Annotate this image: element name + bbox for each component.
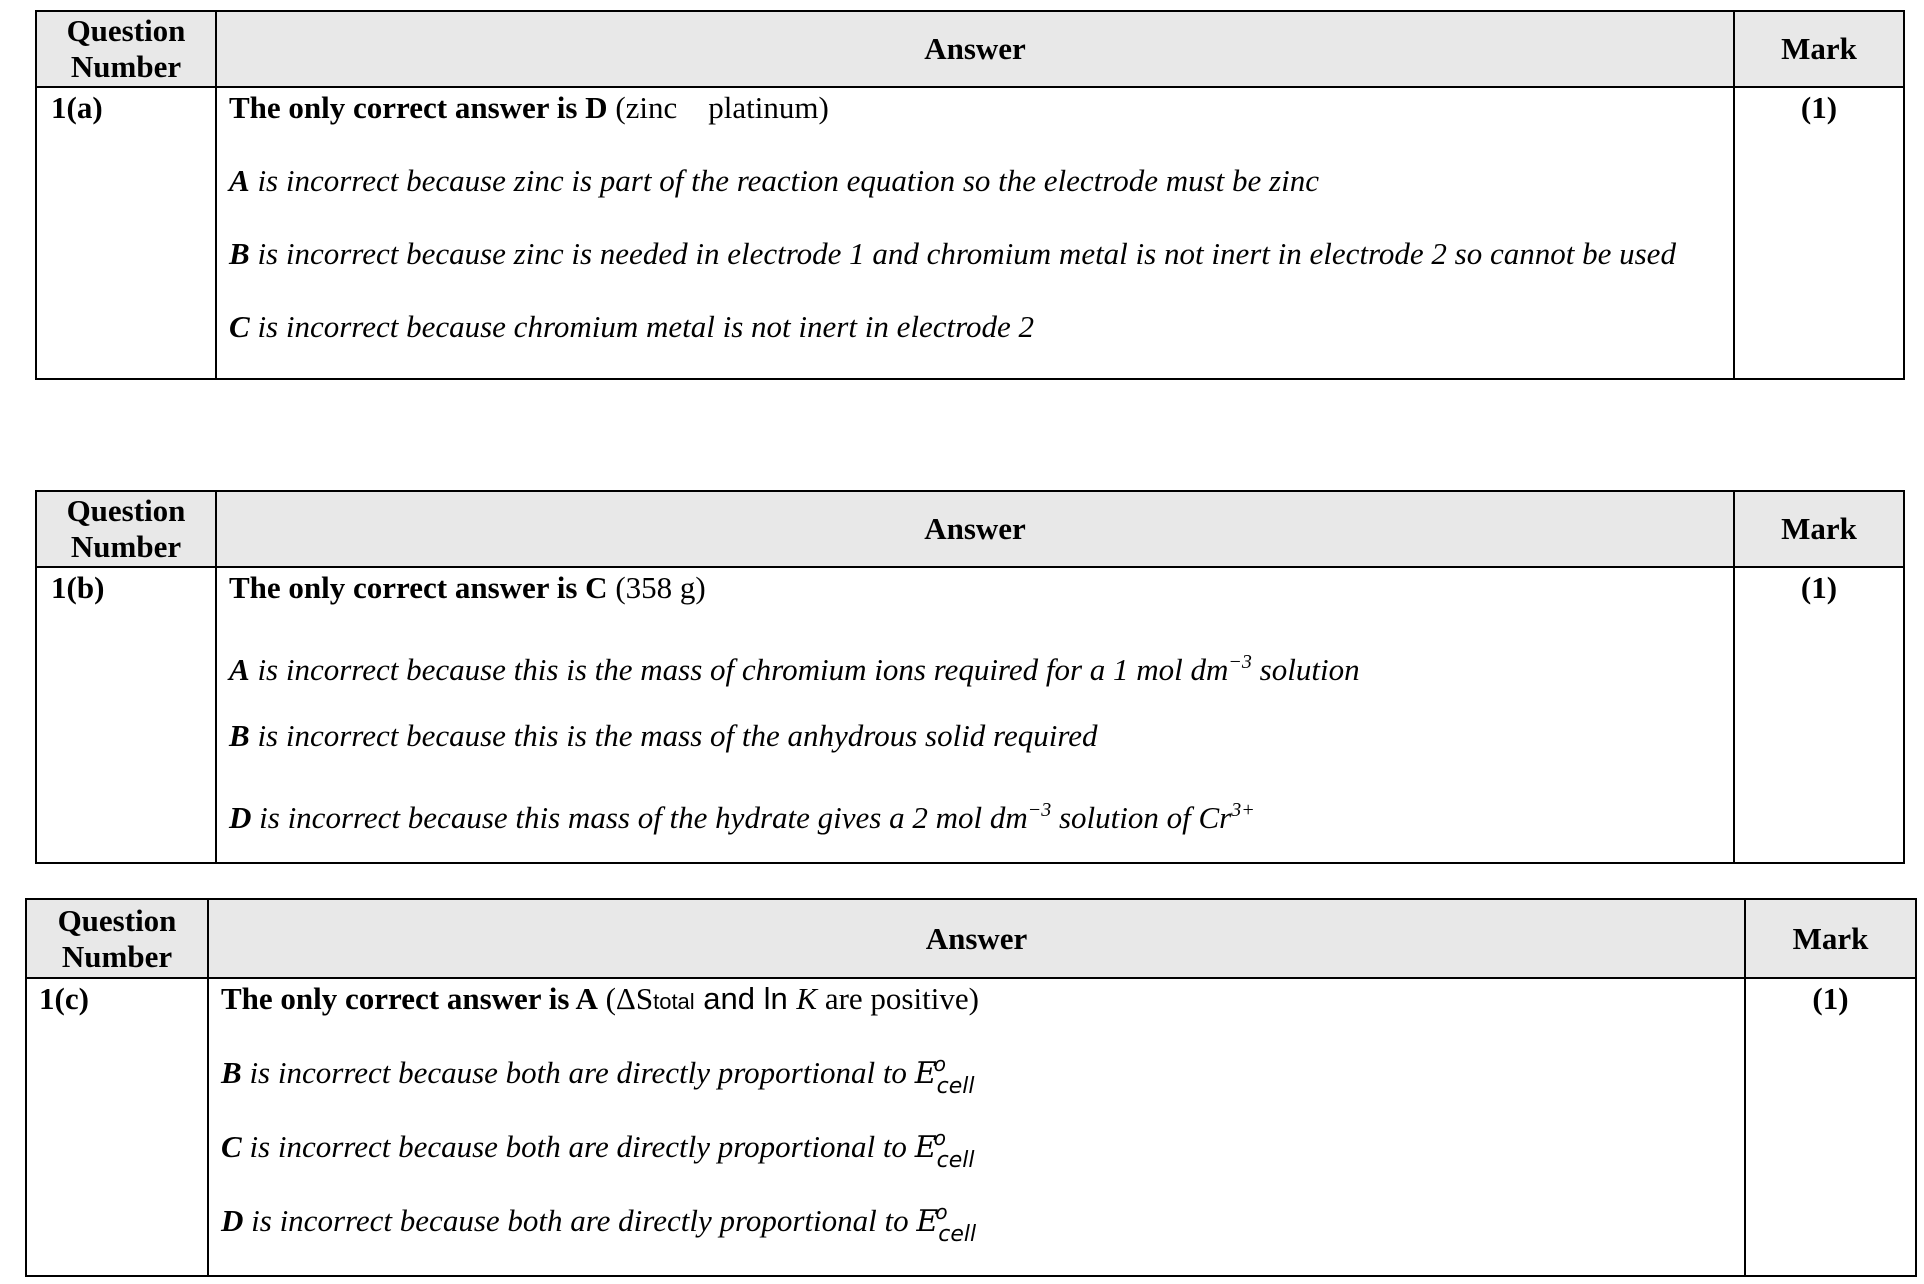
mark-header: Mark [1734, 11, 1904, 87]
question-number-header [36, 491, 216, 567]
reason-letter: B [229, 236, 250, 271]
question-header-line-2: Number [61, 938, 173, 974]
reason-text: is incorrect because both are directly proportional to [241, 1129, 915, 1164]
reason-letter: C [229, 309, 250, 344]
reason-line [221, 1126, 1734, 1173]
question-header-line-1: Question [66, 493, 186, 528]
reason-line [229, 161, 1723, 201]
answer-cell [216, 567, 1734, 863]
e-cell-symbol: E o $_{cell}$ [914, 1126, 975, 1173]
question-number-header [36, 11, 216, 87]
superscript-charge: 3+ [1231, 799, 1255, 821]
mark-scheme-table-1a [35, 10, 1905, 380]
reason-tail: solution [1251, 652, 1360, 687]
answer-header: Answer [216, 11, 1734, 87]
reason-letter: B [221, 1055, 242, 1090]
mark-scheme-table-1c [25, 898, 1917, 1277]
reason-text: is incorrect because zinc is part of the reaction equation so the electrode must be zinc [249, 163, 1319, 198]
question-header-line-2: Number [70, 529, 182, 564]
reason-line [229, 716, 1723, 756]
mark-value: (1) [1734, 567, 1904, 863]
reason-letter: C [221, 1129, 242, 1164]
e-cell-symbol: E o $_{cell}$ [916, 1200, 977, 1247]
correct-answer-open: (ΔS [605, 981, 654, 1016]
reason-letter: A [229, 163, 250, 198]
question-number: 1(c) [26, 978, 208, 1276]
reason-letter: A [229, 652, 250, 687]
delta-s-subscript: total [653, 989, 695, 1014]
correct-answer-prefix: The only correct answer is C [229, 570, 608, 605]
mark-value: (1) [1734, 87, 1904, 379]
reason-line [229, 790, 1723, 835]
mark-header: Mark [1745, 899, 1916, 978]
correct-answer-prefix: The only correct answer is A [221, 981, 598, 1016]
reason-line [229, 642, 1723, 687]
reason-tail: solution of Cr [1051, 800, 1232, 835]
correct-answer-mid: and ln [694, 981, 797, 1016]
correct-answer-line [229, 568, 1723, 608]
reason-line [221, 1200, 1734, 1247]
correct-answer-close: are positive) [817, 981, 979, 1016]
correct-answer-line [229, 88, 1723, 128]
reason-text: is incorrect because this mass of the hydrate gives a 2 mol dm [251, 800, 1028, 835]
answer-header: Answer [216, 491, 1734, 567]
mark-scheme-table-1b [35, 490, 1905, 864]
answer-header: Answer [208, 899, 1745, 978]
question-number: 1(a) [36, 87, 216, 379]
reason-text: is incorrect because this is the mass of the anhydrous solid required [249, 718, 1098, 753]
reason-letter: B [229, 718, 250, 753]
question-header-line-1: Question [57, 902, 177, 938]
question-number: 1(b) [36, 567, 216, 863]
superscript: −3 [1228, 651, 1252, 673]
answer-cell [216, 87, 1734, 379]
reason-letter: D [221, 1203, 244, 1238]
answer-cell [208, 978, 1745, 1276]
reason-letter: D [229, 800, 252, 835]
correct-answer-prefix: The only correct answer is D [229, 90, 608, 125]
reason-text: is incorrect because both are directly proportional to [241, 1055, 915, 1090]
reason-line [221, 1052, 1734, 1099]
e-cell-symbol: E o $_{cell}$ [914, 1052, 975, 1099]
reason-text: is incorrect because this is the mass of chromium ions required for a 1 mol dm [249, 652, 1229, 687]
equilibrium-constant-symbol: K [796, 981, 818, 1016]
mark-header: Mark [1734, 491, 1904, 567]
correct-answer-detail: (358 g) [615, 570, 706, 605]
question-number-header [26, 899, 208, 978]
reason-text: is incorrect because chromium metal is not inert in electrode 2 [249, 309, 1034, 344]
reason-text: is incorrect because zinc is needed in electrode 1 and chromium metal is not inert in electrode 2 so cannot be used [249, 236, 1676, 271]
correct-answer-line [221, 979, 1734, 1019]
superscript: −3 [1027, 799, 1052, 821]
reason-line [229, 307, 1723, 347]
reason-text: is incorrect because both are directly proportional to [243, 1203, 917, 1238]
question-header-line-2: Number [70, 49, 182, 84]
correct-answer-detail: (zinc platinum) [615, 90, 829, 125]
mark-value: (1) [1745, 978, 1916, 1276]
question-header-line-1: Question [66, 13, 186, 48]
reason-line [229, 234, 1723, 274]
